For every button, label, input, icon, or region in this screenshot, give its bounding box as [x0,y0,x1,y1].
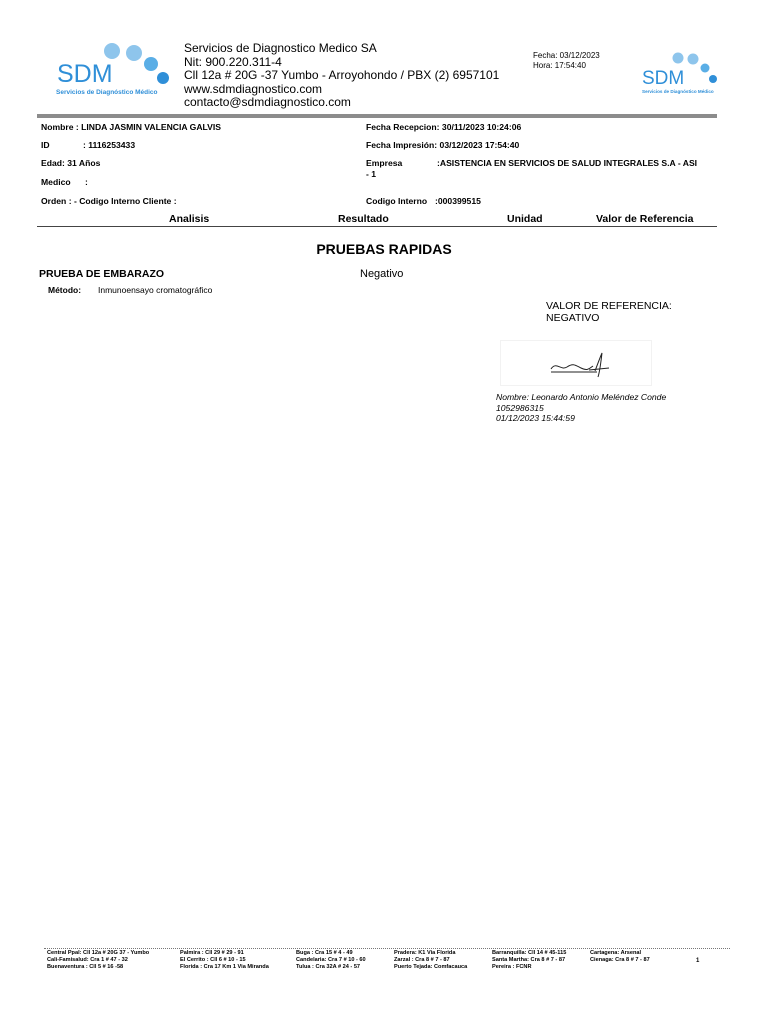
footer-branch: Buenaventura : Cll 5 # 16 -58 [47,964,124,970]
patient-id-value: : 1116253433 [83,140,136,150]
footer-branch: Cienaga: Cra 8 # 7 - 87 [590,957,650,963]
print-time: Hora: 17:54:40 [533,61,586,70]
footer-branch: Buga : Cra 15 # 4 - 49 [296,950,353,956]
footer-branch: Tulua : Cra 32A # 24 - 57 [296,964,361,970]
column-header-result: Resultado [338,213,389,225]
company-email: contacto@sdmdiagnostico.com [184,95,351,109]
svg-text:Servicios de Diagnóstico Médic: Servicios de Diagnóstico Médico [56,89,158,96]
column-header-divider [37,226,717,227]
company-name: Servicios de Diagnostico Medico SA [184,41,377,55]
print-date: Fecha: 03/12/2023 [533,51,600,60]
svg-text:SDM: SDM [642,68,685,89]
footer-branches-col-5 [492,950,566,971]
header-divider [37,114,717,118]
signature-image [500,340,652,386]
print-date-full: Fecha Impresión: 03/12/2023 17:54:40 [366,140,520,150]
signer-datetime: 01/12/2023 15:44:59 [496,413,575,423]
company-label: Empresa [366,158,403,168]
page-number: 1 [696,958,700,964]
test-result: Negativo [360,268,404,280]
sdm-logo-right [640,50,722,96]
doctor-label: Medico [41,177,71,187]
signer-number: 1052986315 [496,402,544,413]
company-value: :ASISTENCIA EN SERVICIOS DE SALUD INTEGRALES S.A - ASI [437,158,698,168]
patient-age: Edad: 31 Años [41,158,101,168]
footer-branches-col-4 [394,950,467,971]
order-info: Orden : - Codigo Interno Cliente : [41,196,177,206]
footer-branches-col-3 [296,950,366,971]
company-nit: Nit: 900.220.311-4 [184,54,282,69]
doctor-value: : [85,177,88,187]
patient-id-label: ID [41,140,50,150]
method-value: Inmunoensayo cromatográfico [98,285,213,295]
footer-branch: Candelaria: Cra 7 # 10 - 60 [296,957,366,963]
company-info [184,42,499,110]
reference-value [546,300,672,324]
internal-code-value: :000399515 [435,196,481,206]
reception-date: Fecha Recepcion: 30/11/2023 10:24:06 [366,122,522,132]
footer-branch: Florida : Cra 17 Km 1 Via Miranda [180,964,269,970]
footer-branch: Cartagena: Arsenal [590,950,642,956]
print-stamp [533,51,600,71]
footer-branch: Central Ppal: Cll 12a # 20G 37 - Yumbo [47,950,150,956]
footer-branch: Barranquilla: Cll 14 # 45-115 [492,950,567,956]
footer-branch: Palmira : Cll 29 # 29 - 91 [180,950,244,956]
company-website: www.sdmdiagnostico.com [184,81,323,96]
reference-value-title: VALOR DE REFERENCIA: [546,300,672,312]
footer-branch: Puerto Tejada: Comfacauca [394,964,468,970]
footer-branch: El Cerrito : Cll 6 # 10 - 15 [180,957,246,963]
footer-divider [44,948,730,949]
footer-branch: Zarzal : Cra 8 # 7 - 87 [394,957,450,963]
section-title: PRUEBAS RAPIDAS [316,241,452,257]
test-name: PRUEBA DE EMBARAZO [39,268,165,280]
internal-code-label: Codigo Interno [366,196,428,206]
signer-info [496,392,666,424]
reference-value-text: NEGATIVO [546,312,600,324]
footer-branch: Cali-Famisalud: Cra 1 # 47 - 32 [47,957,128,963]
method-label: Método: [48,285,82,295]
svg-text:SDM: SDM [57,60,113,88]
company-value-cont: - 1 [366,169,377,179]
company-address: Cll 12a # 20G -37 Yumbo - Arroyohondo / PBX (2) 6957101 [184,68,500,82]
signer-name: Nombre: Leonardo Antonio Meléndez Conde [496,392,667,402]
footer-branch: Pereira : FCNR [492,964,532,970]
footer-branches-col-1 [47,950,149,971]
footer-branches-col-6 [590,950,650,964]
svg-text:Servicios de Diagnóstico Médic: Servicios de Diagnóstico Médico [642,89,714,94]
column-header-reference: Valor de Referencia [596,213,694,225]
patient-name: Nombre : LINDA JASMIN VALENCIA GALVIS [41,122,221,132]
column-header-analysis: Analisis [169,213,210,225]
footer-branch: Santa Martha: Cra 8 # 7 - 87 [492,957,566,963]
footer-branch: Pradera: K1 Via Florida [394,950,456,956]
sdm-logo-left [50,42,178,100]
footer-branches-col-2 [180,950,269,971]
column-header-unit: Unidad [507,213,543,225]
